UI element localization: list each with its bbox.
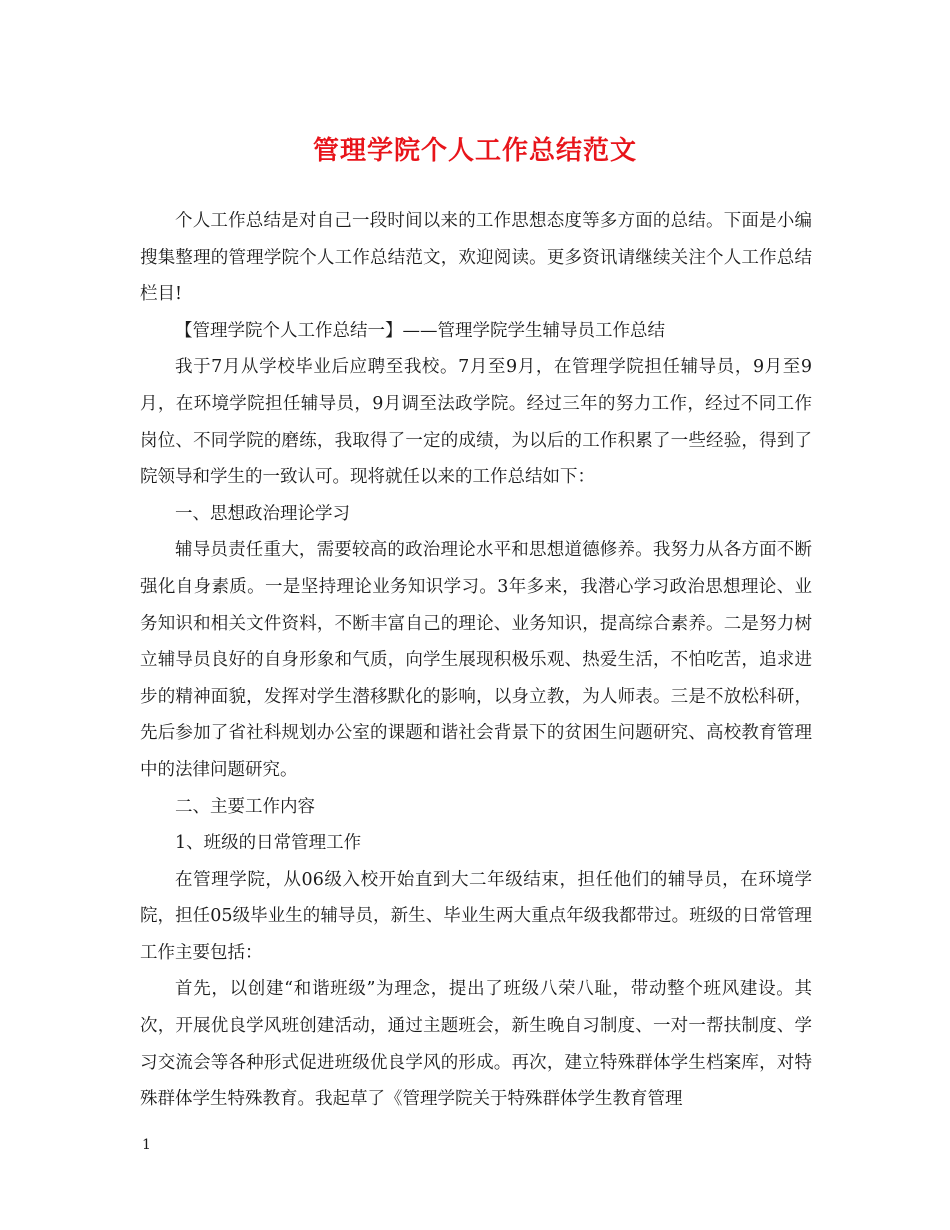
paragraph-intro: 个人工作总结是对自己一段时间以来的工作思想态度等多方面的总结。下面是小编搜集整理的管理学院个人工作总结范文，欢迎阅读。更多资讯请继续关注个人工作总结栏目!	[140, 211, 812, 305]
page-number: 1	[142, 1137, 151, 1153]
section-heading-summary-one: 【管理学院个人工作总结一】——管理学院学生辅导员工作总结	[175, 320, 665, 341]
subsection-heading-class-management: 1、班级的日常管理工作	[175, 833, 362, 854]
paragraph-class-management: 在管理学院，从06级入校开始直到大二年级结束，担任他们的辅导员，在环境学院，担任05级毕业生的辅导员，新生、毕业生两大重点年级我都带过。班级的日常管理工作主要包括：	[140, 869, 812, 963]
section-heading-political-study: 一、思想政治理论学习	[175, 503, 350, 524]
paragraph-political-study: 辅导员责任重大，需要较高的政治理论水平和思想道德修养。我努力从各方面不断强化自身素质。一是坚持理论业务知识学习。3年多来，我潜心学习政治思想理论、业务知识和相关文件资料，不断丰富自己的理论、业务知识，提高综合素养。二是努力树立辅导员良好的自身形象和气质，向学生展现积极乐观、热爱生活，不怕吃苦，追求进步的精神面貌，发挥对学生潜移默化的影响，以身立教，为人师表。三是不放松科研，先后参加了省社科规划办公室的课题和谐社会背景下的贫困生问题研究、高校教育管理中的法律问题研究。	[140, 540, 812, 780]
paragraph-class-measures: 首先，以创建“和谐班级”为理念，提出了班级八荣八耻，带动整个班风建设。其次，开展优良学风班创建活动，通过主题班会，新生晚自习制度、一对一帮扶制度、学习交流会等各种形式促进班级优良学风的形成。再次，建立特殊群体学生档案库，对特殊群体学生特殊教育。我起草了《管理学院关于特殊群体学生教育管理	[140, 979, 812, 1110]
document-body	[140, 203, 812, 1118]
paragraph-background: 我于7月从学校毕业后应聘至我校。7月至9月，在管理学院担任辅导员，9月至9月，在环境学院担任辅导员，9月调至法政学院。经过三年的努力工作，经过不同工作岗位、不同学院的磨练，我取得了一定的成绩，为以后的工作积累了一些经验，得到了院领导和学生的一致认可。现将就任以来的工作总结如下：	[140, 357, 812, 488]
section-heading-main-work: 二、主要工作内容	[175, 796, 315, 817]
page-title: 管理学院个人工作总结范文	[312, 136, 637, 166]
